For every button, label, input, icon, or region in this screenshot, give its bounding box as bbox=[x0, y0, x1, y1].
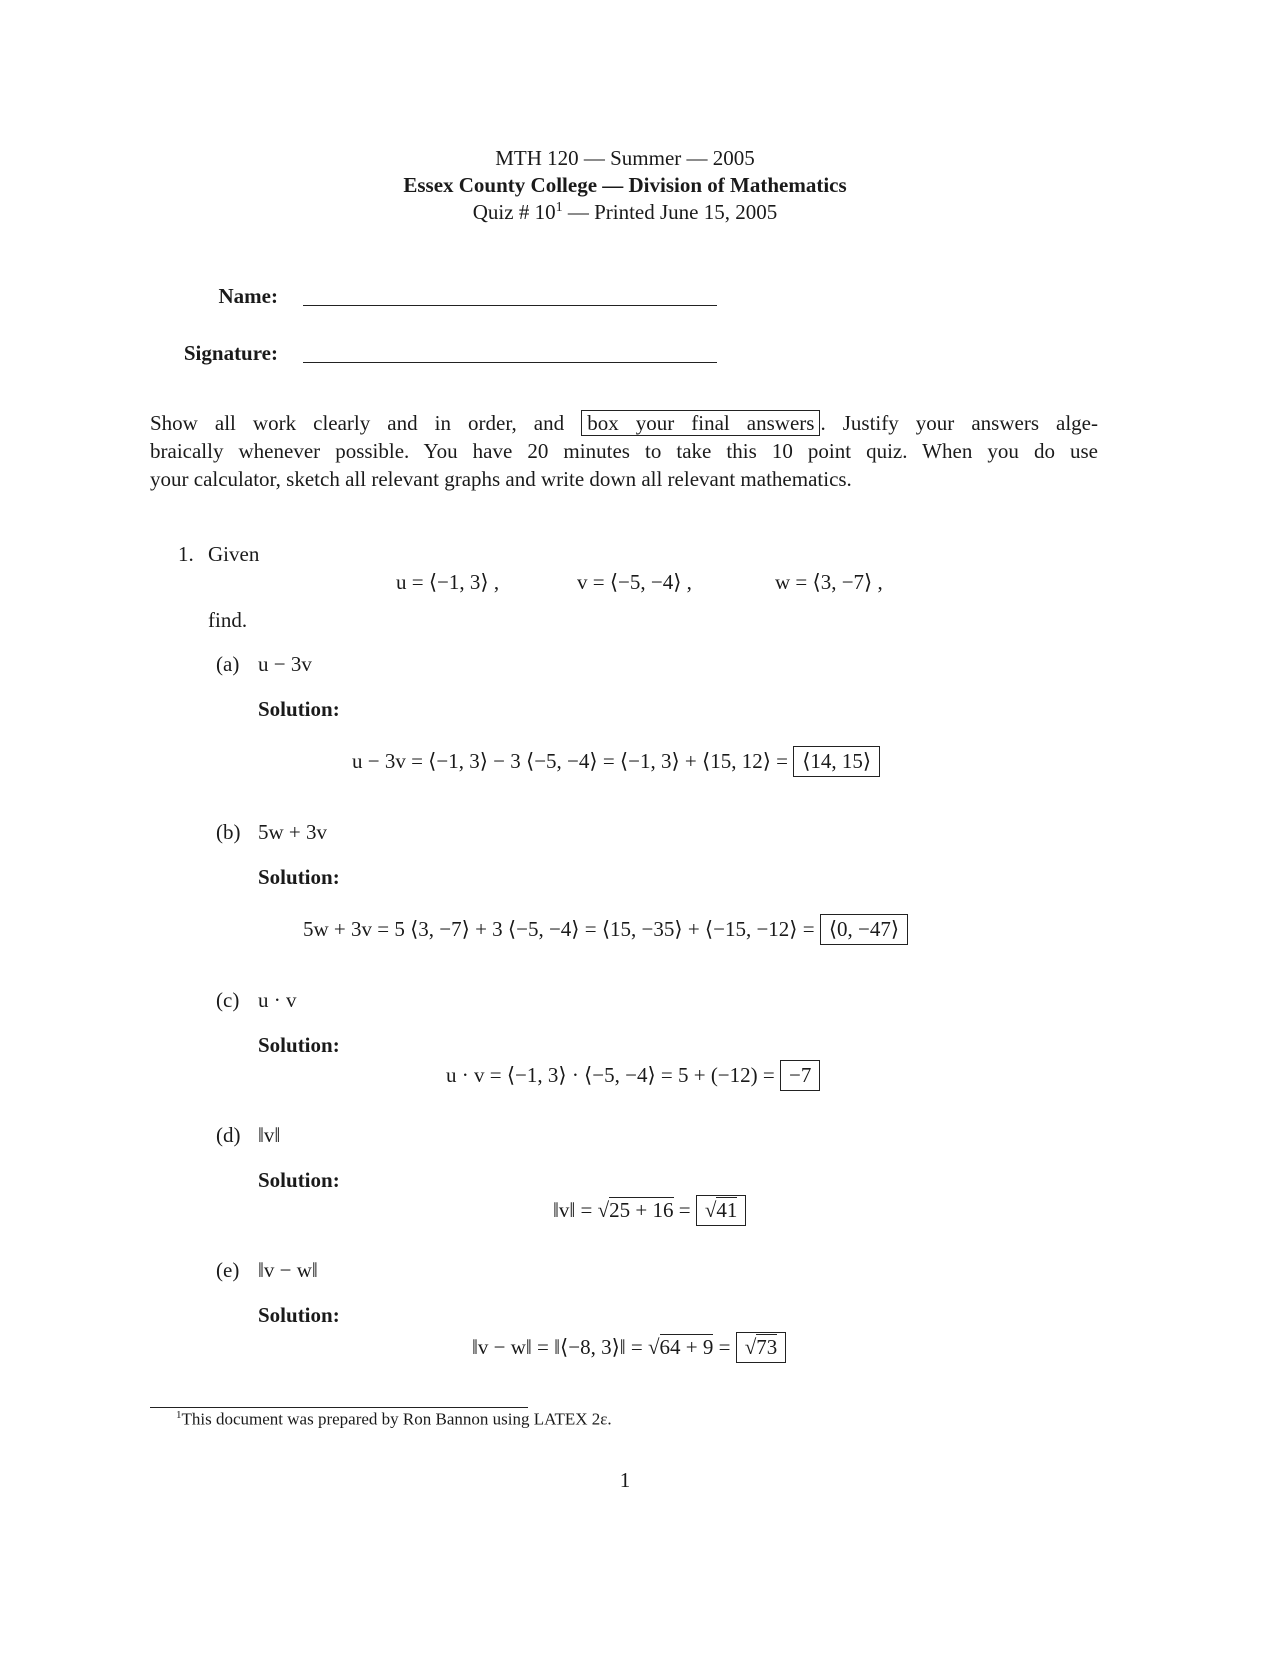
part-e-answer-radicand: 73 bbox=[756, 1335, 778, 1359]
part-d-radicand: 25 + 16 bbox=[609, 1198, 674, 1222]
part-c-work: u · v = ⟨−1, 3⟩ · ⟨−5, −4⟩ = 5 + (−12) = bbox=[446, 1063, 775, 1087]
footnote-mark: 1 bbox=[176, 1409, 182, 1421]
signature-label: Signature: bbox=[183, 341, 278, 365]
signature-line[interactable] bbox=[303, 362, 717, 363]
part-d-work: ‖v‖ = √ bbox=[553, 1198, 610, 1222]
part-d-label: (d) bbox=[216, 1123, 241, 1147]
instructions bbox=[150, 409, 1098, 493]
name-line[interactable] bbox=[303, 305, 717, 306]
quiz-line bbox=[0, 200, 1250, 225]
part-d-answer-radicand: 41 bbox=[716, 1198, 738, 1222]
course-line: MTH 120 — Summer — 2005 bbox=[495, 146, 755, 170]
part-c-label: (c) bbox=[216, 988, 240, 1012]
find-text: find. bbox=[208, 608, 248, 632]
part-a-label: (a) bbox=[216, 652, 240, 676]
footnote-rule bbox=[150, 1407, 528, 1408]
part-d-answer bbox=[696, 1195, 747, 1226]
part-b-task: 5w + 3v bbox=[258, 820, 328, 844]
part-a-answer: ⟨14, 15⟩ bbox=[793, 746, 880, 777]
part-e-equals: = bbox=[713, 1335, 731, 1359]
given-u: u = ⟨−1, 3⟩ , bbox=[396, 570, 500, 594]
name-label: Name: bbox=[218, 284, 278, 308]
instructions-text: . Justify your answers alge- bbox=[820, 411, 1099, 435]
footnote-text: This document was prepared by Ron Bannon using LATEX 2ε. bbox=[181, 1409, 612, 1429]
solution-label: Solution: bbox=[258, 1033, 340, 1057]
part-a-work: u − 3v = ⟨−1, 3⟩ − 3 ⟨−5, −4⟩ = ⟨−1, 3⟩ + ⟨15, 12⟩ = bbox=[352, 749, 788, 773]
sqrt-icon: √ bbox=[744, 1335, 757, 1359]
part-b-solution bbox=[303, 914, 908, 945]
solution-label: Solution: bbox=[258, 1303, 340, 1327]
part-d-task: ‖v‖ bbox=[258, 1123, 281, 1147]
instructions-line: your calculator, sketch all relevant graphs and write down all relevant mathematics. bbox=[150, 467, 852, 491]
part-e-work: ‖v − w‖ = ‖⟨−8, 3⟩‖ = √ bbox=[472, 1335, 660, 1359]
part-e-task: ‖v − w‖ bbox=[258, 1258, 318, 1282]
print-date: — Printed June 15, 2005 bbox=[562, 200, 778, 224]
part-e-radicand: 64 + 9 bbox=[659, 1335, 714, 1359]
instructions-text: Show all work clearly and in order, and bbox=[150, 411, 565, 435]
part-a-solution bbox=[352, 746, 880, 777]
page-number: 1 bbox=[619, 1468, 631, 1492]
quiz-title: Quiz # 10 bbox=[472, 200, 556, 224]
problem-number: 1. bbox=[178, 542, 194, 566]
part-e-label: (e) bbox=[216, 1258, 240, 1282]
solution-label: Solution: bbox=[258, 1168, 340, 1192]
part-d-equals: = bbox=[673, 1198, 691, 1222]
part-c-answer: −7 bbox=[780, 1060, 820, 1091]
part-e-solution bbox=[472, 1332, 786, 1363]
footnote bbox=[176, 1409, 612, 1430]
part-b-label: (b) bbox=[216, 820, 241, 844]
part-d-solution bbox=[553, 1195, 746, 1226]
given-text: Given bbox=[208, 542, 260, 566]
given-v: v = ⟨−5, −4⟩ , bbox=[577, 570, 692, 594]
footnote-marker: 1 bbox=[555, 200, 563, 215]
instructions-line: braically whenever possible. You have 20 minutes to take this 10 point quiz. When you do use bbox=[150, 439, 1098, 463]
sqrt-icon: √ bbox=[704, 1198, 717, 1222]
solution-label: Solution: bbox=[258, 697, 340, 721]
given-w: w = ⟨3, −7⟩ , bbox=[775, 570, 883, 594]
part-c-task: u · v bbox=[258, 988, 297, 1012]
college-line: Essex County College — Division of Mathematics bbox=[403, 173, 847, 197]
part-c-solution bbox=[446, 1060, 820, 1091]
part-a-task: u − 3v bbox=[258, 652, 312, 676]
solution-label: Solution: bbox=[258, 865, 340, 889]
part-e-answer bbox=[736, 1332, 787, 1363]
part-b-work: 5w + 3v = 5 ⟨3, −7⟩ + 3 ⟨−5, −4⟩ = ⟨15, −35⟩ + ⟨−15, −12⟩ = bbox=[303, 917, 815, 941]
boxed-phrase: box your final answers bbox=[581, 410, 820, 436]
part-b-answer: ⟨0, −47⟩ bbox=[820, 914, 908, 945]
